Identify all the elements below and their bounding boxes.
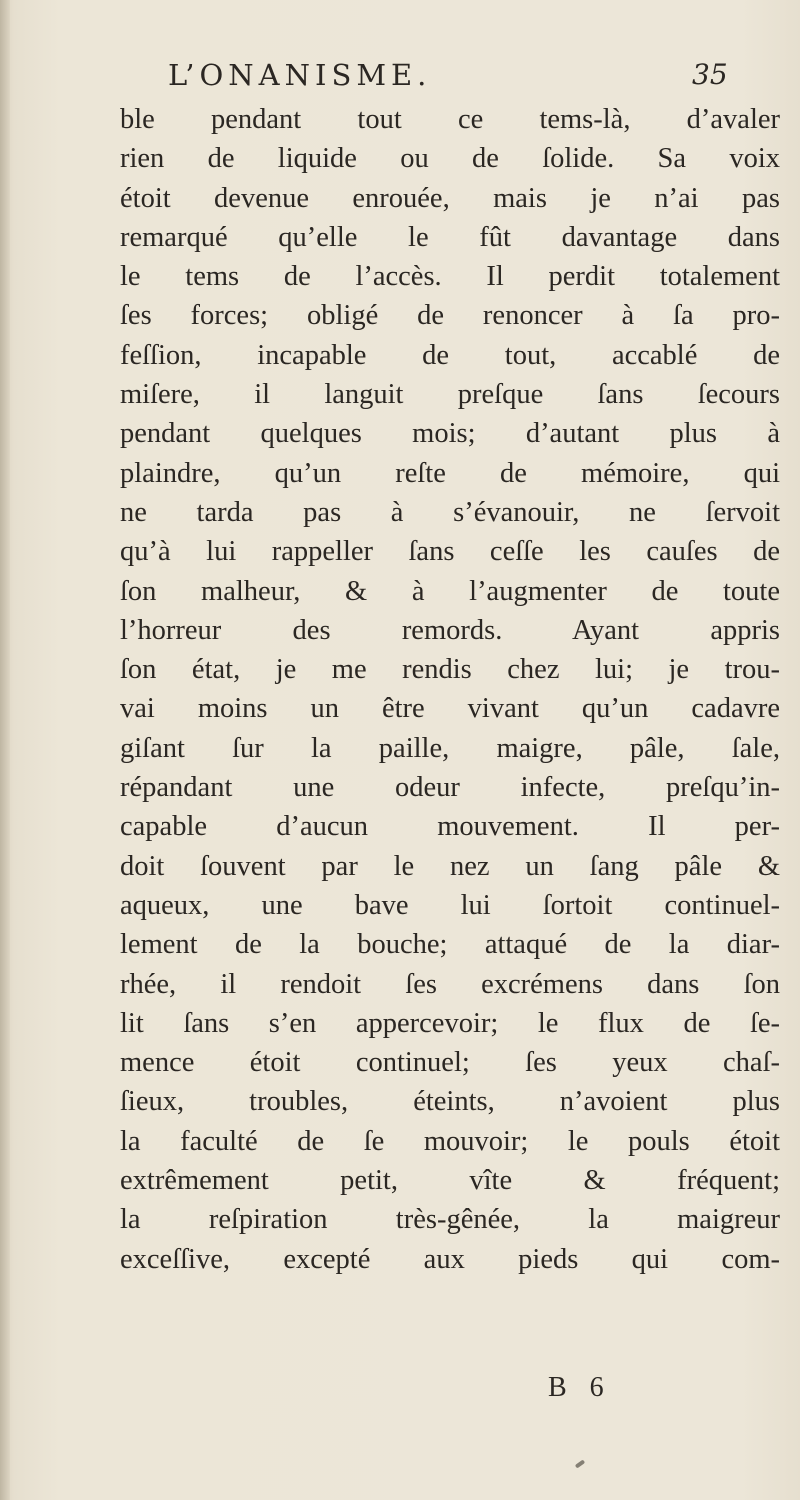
text-line: pendant quelques mois; d’autant plus à [120, 418, 780, 450]
text-line: giſant ſur la paille, maigre, pâle, ſale, [120, 732, 780, 764]
text-line: mence étoit continuel; ſes yeux chaſ- [120, 1047, 780, 1079]
text-line: ſieux, troubles, éteints, n’avoient plus [120, 1086, 780, 1118]
text-line: répandant une odeur infecte, preſqu’in- [120, 772, 780, 804]
body-text [120, 100, 780, 1279]
text-line: la faculté de ſe mouvoir; le pouls étoit [120, 1125, 780, 1157]
text-line: rien de liquide ou de ſolide. Sa voix [120, 143, 780, 175]
text-line: ſes forces; obligé de renoncer à ſa pro- [120, 300, 780, 332]
page-gutter-edge [0, 0, 10, 1500]
signature-mark: B 6 [548, 1372, 612, 1403]
text-line: ble pendant tout ce tems-là, d’avaler [120, 104, 780, 135]
text-line: lement de la bouche; attaqué de la diar- [120, 929, 780, 961]
text-line: aqueux, une bave lui ſortoit continuel- [120, 889, 780, 921]
text-line: qu’à lui rappeller ſans ceſſe les cauſes de [120, 536, 780, 568]
text-line: la reſpiration très-gênée, la maigreur [120, 1204, 780, 1236]
text-line: plaindre, qu’un reſte de mémoire, qui [120, 457, 780, 489]
text-line: vai moins un être vivant qu’un cadavre [120, 693, 780, 725]
text-line: remarqué qu’elle le fût davantage dans [120, 221, 780, 253]
text-line: extrêmement petit, vîte & fréquent; [120, 1165, 780, 1197]
text-line: ſon malheur, & à l’augmenter de toute [120, 575, 780, 607]
text-line: feſſion, incapable de tout, accablé de [120, 339, 780, 371]
text-line: ſon état, je me rendis chez lui; je trou- [120, 654, 780, 686]
text-line: étoit devenue enrouée, mais je n’ai pas [120, 182, 780, 214]
text-line: lit ſans s’en appercevoir; le flux de ſe- [120, 1007, 780, 1039]
text-line: ne tarda pas à s’évanouir, ne ſervoit [120, 496, 780, 528]
text-line: doit ſouvent par le nez un ſang pâle & [120, 850, 780, 882]
text-line: miſere, il languit preſque ſans ſecours [120, 379, 780, 411]
text-line: le tems de l’accès. Il perdit totalement [120, 261, 780, 293]
text-line: capable d’aucun mouvement. Il per- [120, 811, 780, 843]
text-line: rhée, il rendoit ſes excrémens dans ſon [120, 968, 780, 1000]
page-number: 35 [692, 58, 728, 91]
running-head-title: L’ONANISME. [168, 58, 432, 92]
text-line: l’horreur des remords. Ayant appris [120, 614, 780, 646]
ink-speck [575, 1459, 585, 1468]
text-line: exceſſive, excepté aux pieds qui com- [120, 1243, 780, 1275]
